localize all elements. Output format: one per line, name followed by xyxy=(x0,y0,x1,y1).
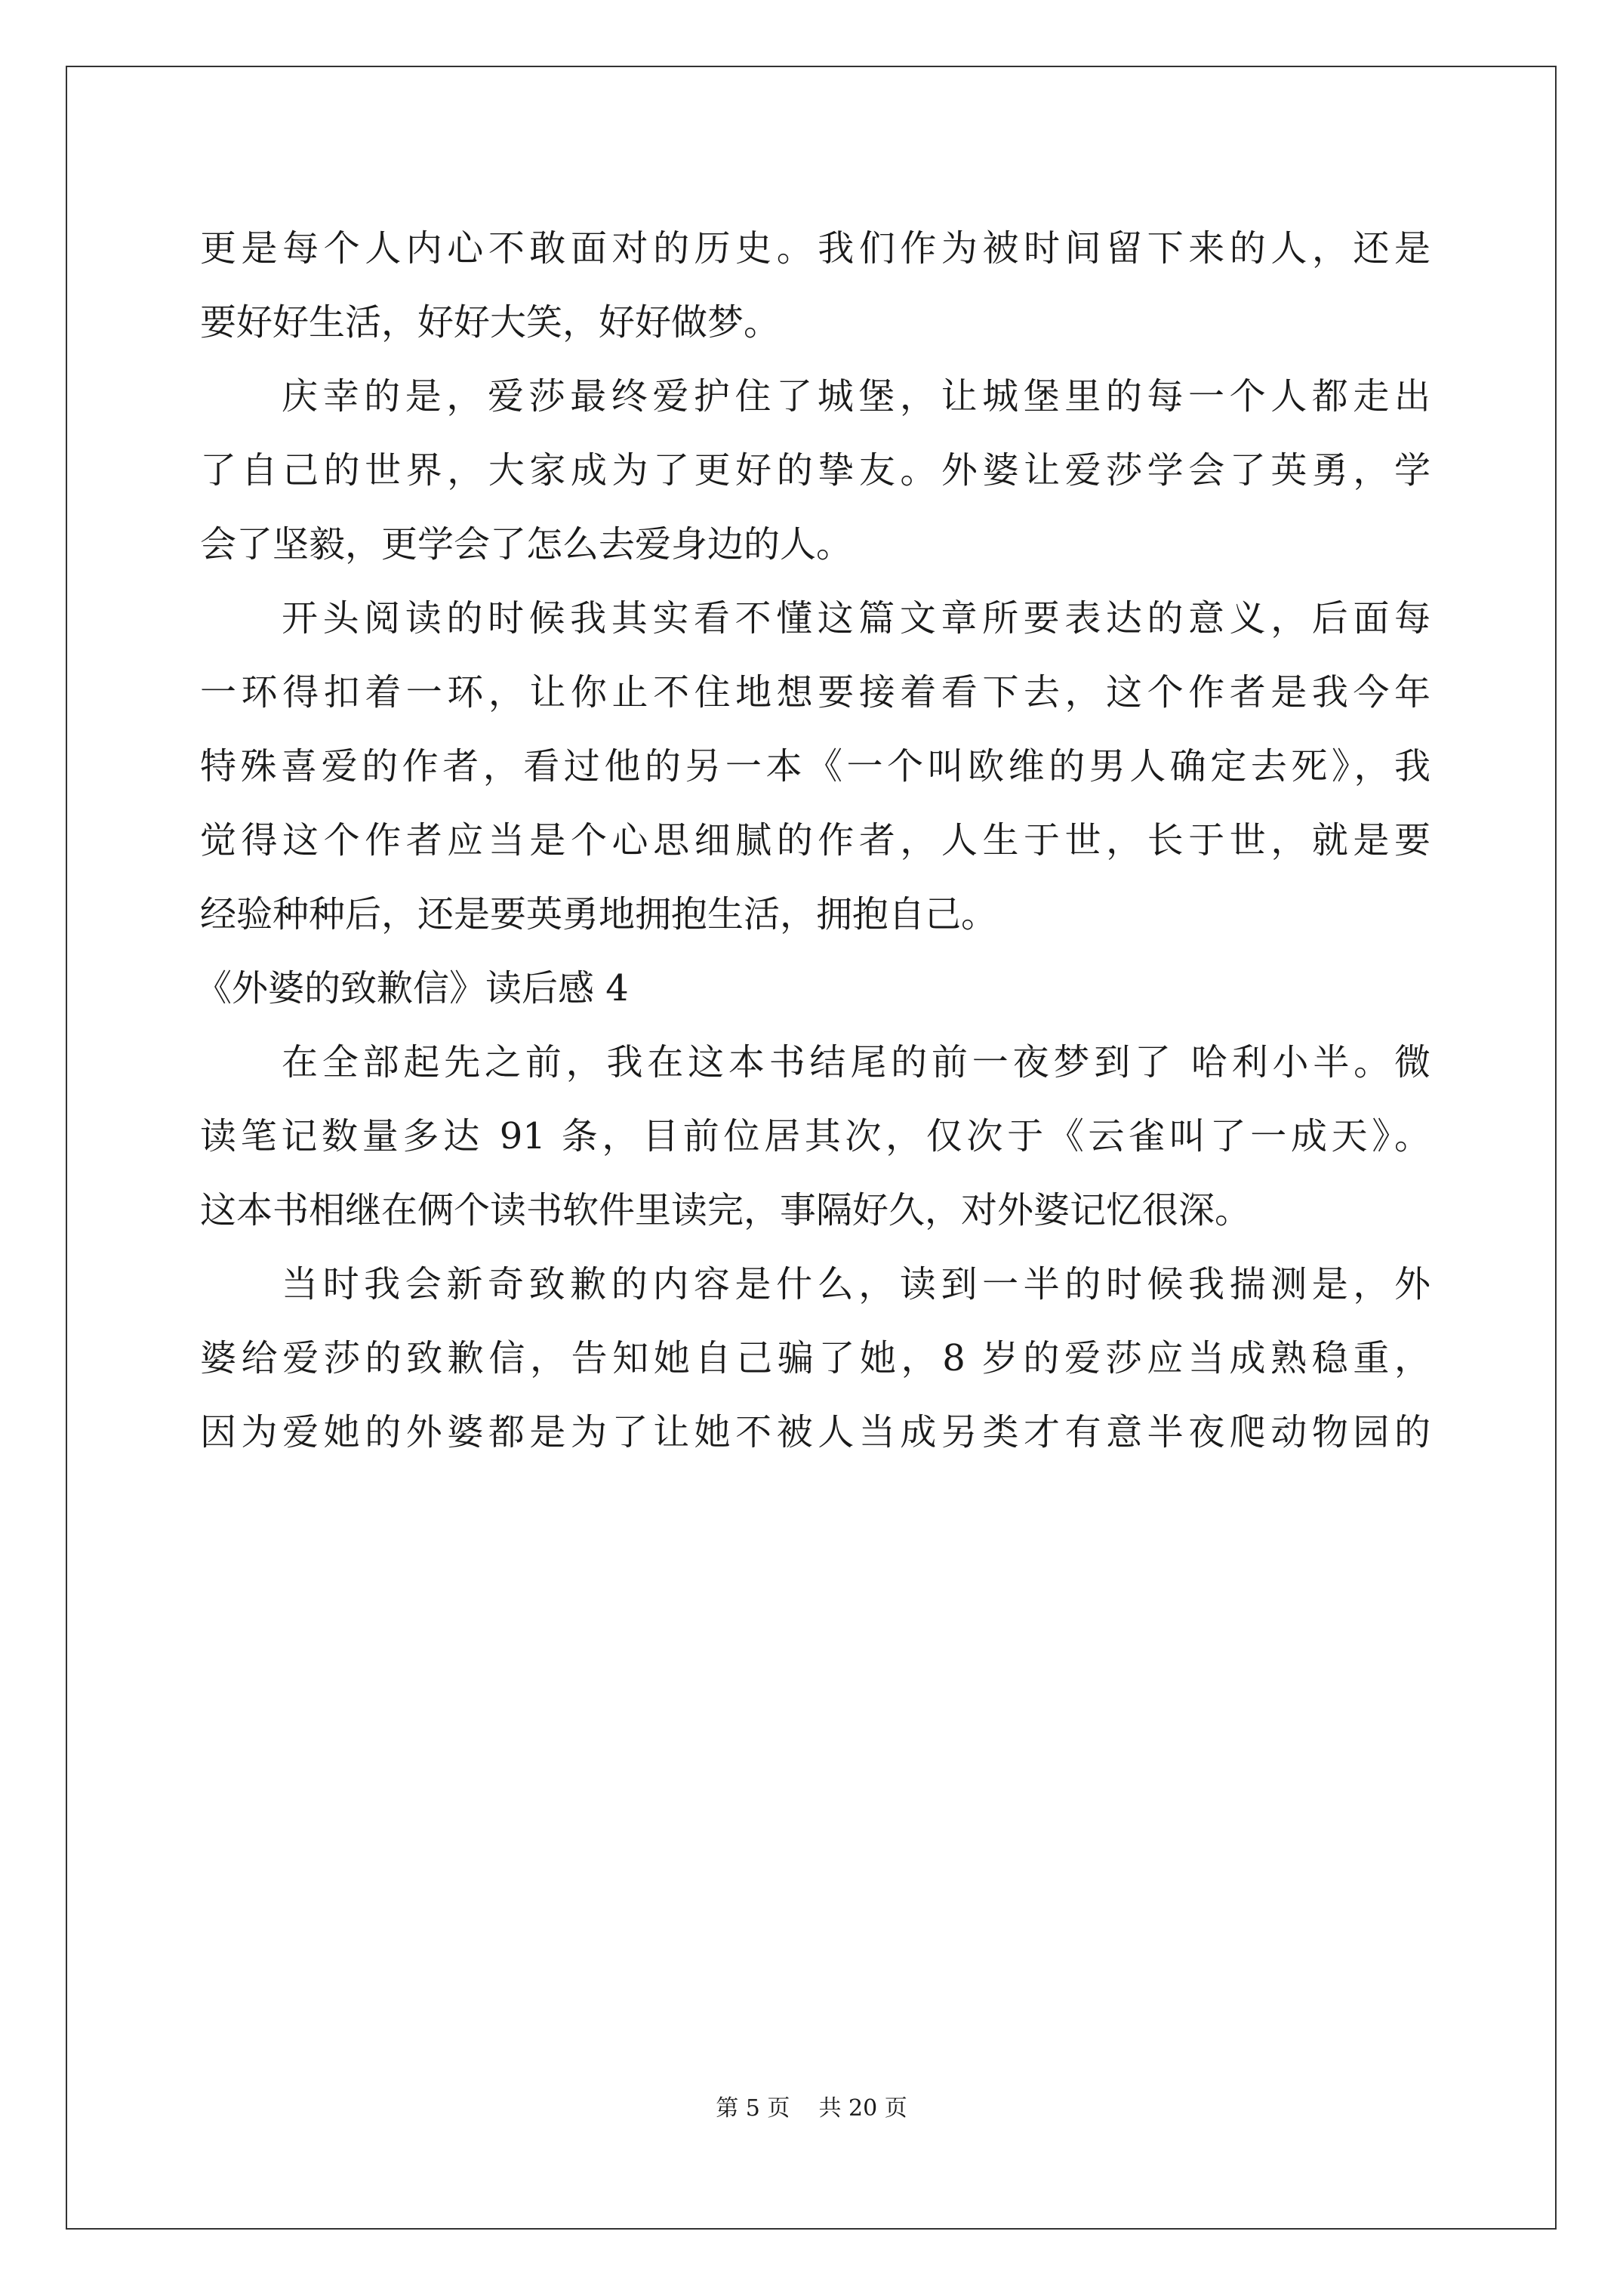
text-line: 经验种种后，还是要英勇地拥抱生活，拥抱自己。 xyxy=(200,893,998,935)
text-line: 觉得这个作者应当是个心思细腻的作者，人生于世，长于世，就是要 xyxy=(200,819,1431,861)
paragraph-start-line: 开头阅读的时候我其实看不懂这篇文章所要表达的意义，后面每 xyxy=(282,597,1431,639)
paragraph-start-line: 在全部起先之前，我在这本书结尾的前一夜梦到了 哈利小半。微 xyxy=(282,1041,1431,1083)
text-line: 要好好生活，好好大笑，好好做梦。 xyxy=(200,301,781,344)
paragraph-start-line: 庆幸的是，爱莎最终爱护住了城堡，让城堡里的每一个人都走出 xyxy=(282,375,1431,418)
text-line: 读笔记数量多达 91 条，目前位居其次，仅次于《云雀叫了一成天》。 xyxy=(200,1115,1431,1157)
text-line: 这本书相继在俩个读书软件里读完，事隔好久，对外婆记忆很深。 xyxy=(200,1189,1252,1231)
text-line: 婆给爱莎的致歉信，告知她自己骗了她，8 岁的爱莎应当成熟稳重， xyxy=(200,1337,1431,1379)
text-line: 特殊喜爱的作者，看过他的另一本《一个叫欧维的男人确定去死》，我 xyxy=(200,745,1431,787)
text-line: 一环得扣着一环，让你止不住地想要接着看下去，这个作者是我今年 xyxy=(200,671,1431,713)
paragraph-start-line: 当时我会新奇致歉的内容是什么，读到一半的时候我揣测是，外 xyxy=(282,1263,1431,1305)
text-line: 更是每个人内心不敢面对的历史。我们作为被时间留下来的人，还是 xyxy=(200,227,1431,270)
page-number-footer: 第 5 页 共 20 页 xyxy=(716,2095,907,2122)
text-line: 会了坚毅，更学会了怎么去爱身边的人。 xyxy=(200,523,853,566)
document-body xyxy=(196,211,1431,1469)
text-line: 了自己的世界，大家成为了更好的挚友。外婆让爱莎学会了英勇，学 xyxy=(200,449,1431,492)
section-heading: 《外婆的致歉信》读后感 4 xyxy=(196,967,629,1009)
text-line: 因为爱她的外婆都是为了让她不被人当成另类才有意半夜爬动物园的 xyxy=(200,1411,1431,1453)
